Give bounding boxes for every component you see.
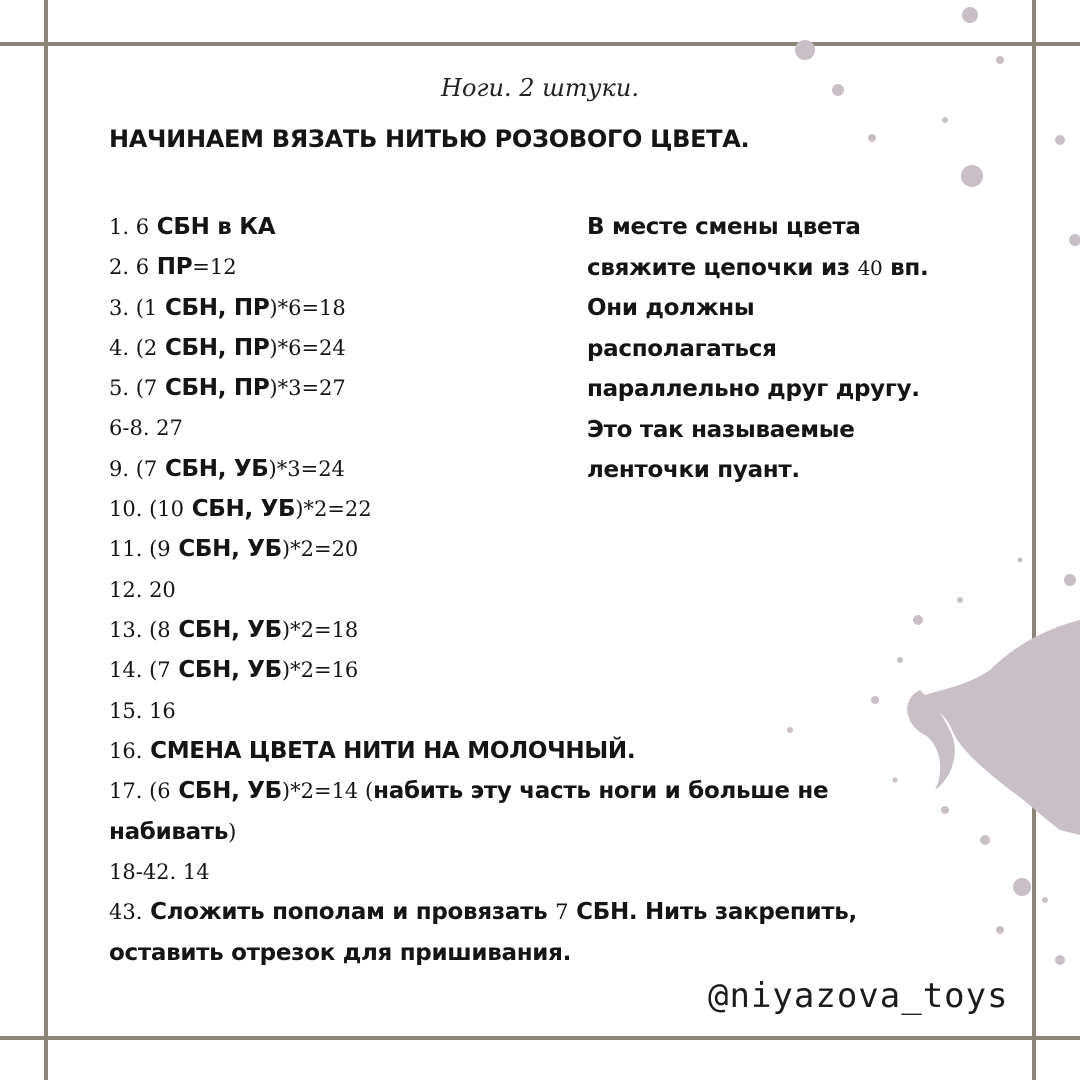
step-row: 12. 20: [109, 577, 176, 602]
note-line: Это так называемые: [587, 416, 855, 443]
note-line: Они должны: [587, 295, 755, 321]
author-handle: @niyazova_toys: [708, 976, 1009, 1016]
step-row: 5. (7 СБН, ПР)*3=27: [109, 375, 346, 402]
step-row: 6-8. 27: [109, 416, 183, 441]
step-row: 13. (8 СБН, УБ)*2=18: [109, 616, 359, 643]
step-row: 15. 16: [109, 698, 176, 723]
step-row: 16. СМЕНА ЦВЕТА НИТИ НА МОЛОЧНЫЙ.: [109, 737, 636, 764]
note-line: свяжите цепочки из 40 вп.: [587, 254, 929, 281]
step-row: 17. (6 СБН, УБ)*2=14 (набить эту часть ноги и больше не набивать): [109, 778, 829, 846]
note-line: ленточки пуант.: [587, 457, 800, 483]
step-row: 2. 6 ПР=12: [109, 254, 237, 281]
step-row: 10. (10 СБН, УБ)*2=22: [109, 496, 372, 523]
frame-top-line: [0, 42, 1080, 46]
frame-right-line: [1032, 0, 1036, 1080]
page-title: Ноги. 2 штуки.: [441, 74, 639, 102]
note-line: располагаться: [587, 335, 777, 362]
frame-bottom-line: [0, 1036, 1080, 1040]
step-row: 43. Сложить пополам и провязать 7 СБН. Нить закрепить, оставить отрезок для пришивания.: [109, 899, 857, 967]
frame-left-line: [44, 0, 48, 1080]
step-row: 1. 6 СБН в КА: [109, 214, 276, 240]
step-row: 4. (2 СБН, ПР)*6=24: [109, 334, 346, 361]
step-row: 14. (7 СБН, УБ)*2=16: [109, 657, 359, 684]
step-row: 3. (1 СБН, ПР)*6=18: [109, 294, 346, 321]
side-note: [587, 207, 1007, 491]
note-line: параллельно друг другу.: [587, 376, 920, 402]
step-row: 18-42. 14: [109, 859, 210, 884]
note-line: В месте смены цвета: [587, 214, 861, 240]
section-heading: НАЧИНАЕМ ВЯЗАТЬ НИТЬЮ РОЗОВОГО ЦВЕТА.: [109, 125, 750, 153]
step-row: 11. (9 СБН, УБ)*2=20: [109, 536, 359, 563]
step-row: 9. (7 СБН, УБ)*3=24: [109, 455, 345, 482]
